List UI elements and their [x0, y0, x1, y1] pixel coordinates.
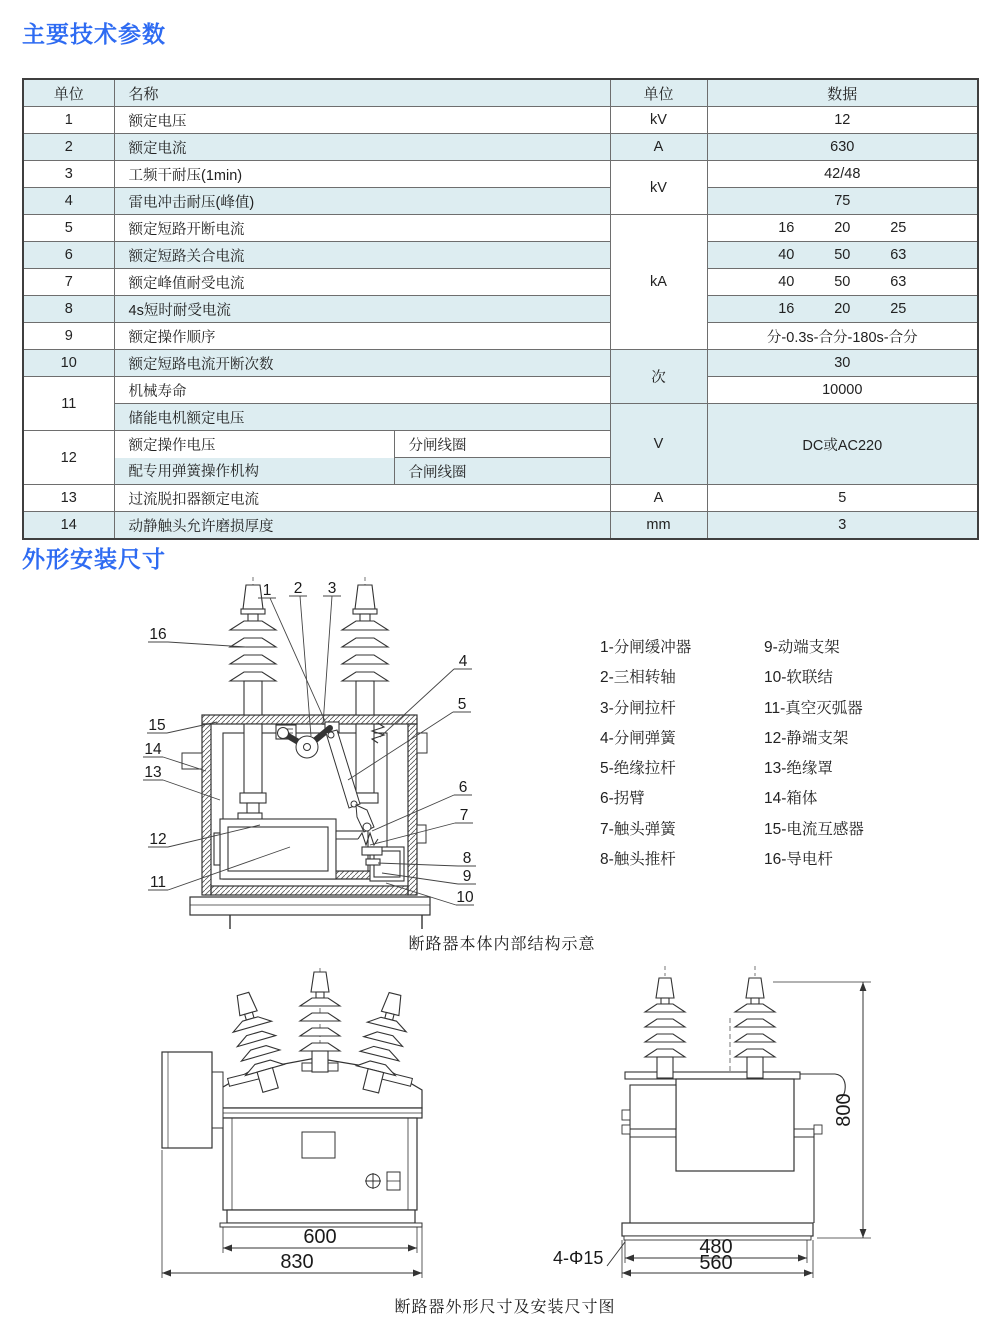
row-data: 10000 [707, 377, 978, 404]
legend-item: 9-动端支架 [764, 639, 840, 656]
legend-item: 15-电流互感器 [764, 820, 864, 838]
row-no: 9 [23, 323, 114, 350]
row-no: 8 [23, 296, 114, 323]
row-unit: A [610, 485, 707, 512]
row-no: 10 [23, 350, 114, 377]
coil-cell: 合闸线圈 [394, 458, 610, 485]
side-view-drawing [545, 960, 965, 1290]
legend-item: 5-绝缘拉杆 [600, 760, 676, 778]
row-data: 75 [707, 188, 978, 215]
caption-outline-dimensions: 断路器外形尺寸及安装尺寸图 [394, 1299, 616, 1316]
callout-11: 11 [149, 874, 167, 891]
row-unit: 次 [610, 350, 707, 404]
legend-item: 10-软联结 [764, 669, 833, 687]
callout-14: 14 [144, 741, 162, 758]
row-no: 2 [23, 134, 114, 161]
table-row [23, 215, 978, 242]
row-data: 3 [707, 512, 978, 540]
row-data: 16 20 25 [707, 215, 978, 242]
row-data: 5 [707, 485, 978, 512]
row-no: 14 [23, 512, 114, 540]
row-no: 6 [23, 242, 114, 269]
parts-legend [600, 633, 864, 875]
table-row [23, 296, 978, 323]
legend-item: 12-静端支架 [764, 729, 849, 747]
row-no: 1 [23, 107, 114, 134]
row-data: DC或AC220 [707, 404, 978, 485]
row-unit: mm [610, 512, 707, 540]
row-name: 动静触头允许磨损厚度 [114, 512, 610, 540]
row-name: 配专用弹簧操作机构 [114, 458, 394, 485]
row-name: 额定操作顺序 [114, 323, 610, 350]
callout-12: 12 [149, 831, 167, 848]
row-data: 分-0.3s-合分-180s-合分 [707, 323, 978, 350]
callout-9: 9 [462, 868, 472, 885]
row-name: 雷电冲击耐压(峰值) [114, 188, 610, 215]
callout-2: 2 [293, 580, 303, 597]
table-row [23, 188, 978, 215]
callout-10: 10 [456, 889, 474, 906]
dim-480: 480 [699, 1236, 733, 1258]
callout-8: 8 [462, 850, 472, 867]
row-name: 4s短时耐受电流 [114, 296, 610, 323]
row-data: 12 [707, 107, 978, 134]
row-name: 额定峰值耐受电流 [114, 269, 610, 296]
section-title-parameters: 主要技术参数 [22, 21, 166, 47]
row-data: 630 [707, 134, 978, 161]
row-name: 额定短路关合电流 [114, 242, 610, 269]
row-unit: kA [610, 215, 707, 350]
legend-item: 11-真空灭弧器 [764, 699, 863, 717]
section-title-dimensions: 外形安装尺寸 [22, 546, 166, 572]
legend-item: 6-拐臂 [600, 790, 645, 808]
row-data: 16 20 25 [707, 296, 978, 323]
callout-1: 1 [262, 582, 272, 599]
coil-cell: 分闸线圈 [394, 431, 610, 458]
table-row [23, 269, 978, 296]
row-data: 40 50 63 [707, 269, 978, 296]
header-unit: 单位 [610, 79, 707, 107]
row-no: 4 [23, 188, 114, 215]
legend-item: 16-导电杆 [764, 851, 833, 869]
table-row [23, 161, 978, 188]
row-no: 13 [23, 485, 114, 512]
callout-6: 6 [458, 779, 468, 796]
table-row [23, 134, 978, 161]
row-data: 40 50 63 [707, 242, 978, 269]
callout-5: 5 [457, 696, 467, 713]
table-row [23, 377, 978, 404]
row-name: 过流脱扣器额定电流 [114, 485, 610, 512]
legend-item: 13-绝缘罩 [764, 760, 833, 778]
row-name: 额定操作电压 [114, 431, 394, 458]
callout-4: 4 [458, 653, 468, 670]
row-name: 额定短路电流开断次数 [114, 350, 610, 377]
row-name: 工频干耐压(1min) [114, 161, 610, 188]
legend-item: 3-分闸拉杆 [600, 699, 676, 717]
row-unit: A [610, 134, 707, 161]
legend-item: 8-触头推杆 [600, 851, 676, 869]
header-data: 数据 [707, 79, 978, 107]
table-header-row [23, 79, 978, 107]
table-row [23, 350, 978, 377]
table-row [23, 107, 978, 134]
legend-item: 1-分闸缓冲器 [600, 639, 692, 656]
row-no: 12 [23, 431, 114, 485]
dim-830: 830 [280, 1251, 314, 1273]
row-unit: kV [610, 161, 707, 215]
row-name: 额定短路开断电流 [114, 215, 610, 242]
table-row [23, 323, 978, 350]
parameters-table [22, 78, 979, 540]
legend-item: 2-三相转轴 [600, 669, 676, 687]
row-unit: V [610, 404, 707, 485]
legend-item: 14-箱体 [764, 790, 818, 808]
legend-item: 7-触头弹簧 [600, 820, 676, 838]
table-row [23, 404, 978, 431]
row-name: 额定电压 [114, 107, 610, 134]
row-no: 7 [23, 269, 114, 296]
table-row [23, 485, 978, 512]
row-data: 42/48 [707, 161, 978, 188]
row-no: 5 [23, 215, 114, 242]
dim-800: 800 [833, 1093, 855, 1127]
header-no: 单位 [23, 79, 114, 107]
row-name: 额定电流 [114, 134, 610, 161]
row-name: 储能电机额定电压 [114, 404, 610, 431]
row-name: 机械寿命 [114, 377, 610, 404]
front-view-drawing [140, 960, 470, 1295]
internal-structure-drawing [120, 575, 590, 955]
row-no: 3 [23, 161, 114, 188]
legend-item: 4-分闸弹簧 [600, 729, 676, 747]
dim-560: 560 [699, 1252, 733, 1274]
callout-7: 7 [459, 807, 469, 824]
callout-3: 3 [327, 580, 337, 597]
dim-holes-label: 4-Φ15 [553, 1248, 604, 1268]
callout-15: 15 [148, 717, 166, 734]
row-no: 11 [23, 377, 114, 431]
row-data: 30 [707, 350, 978, 377]
callout-16: 16 [149, 626, 167, 643]
table-row [23, 242, 978, 269]
callout-13: 13 [144, 764, 162, 781]
dim-600: 600 [303, 1226, 337, 1248]
row-unit: kV [610, 107, 707, 134]
header-name: 名称 [114, 79, 610, 107]
table-row [23, 512, 978, 540]
caption-internal-structure: 断路器本体内部结构示意 [408, 936, 596, 953]
